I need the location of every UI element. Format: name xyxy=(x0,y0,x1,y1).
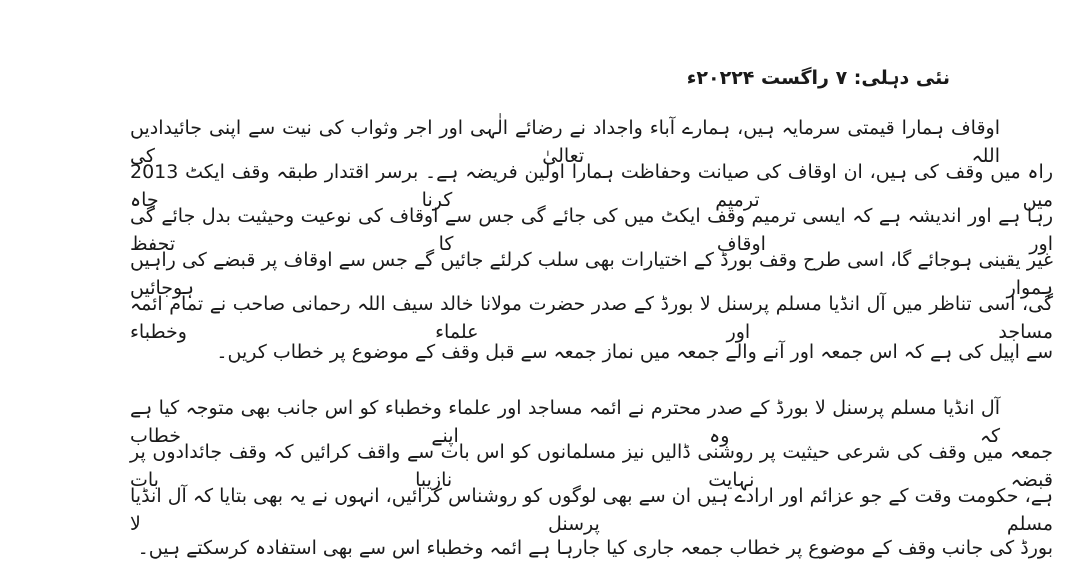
paragraph-line: بورڈ کی جانب وقف کے موضوع پر خطاب جمعہ جاری کیا جارہا ہے ائمہ وخطباء اس سے بھی استفادہ کرسکتے ہیں۔ xyxy=(137,537,1053,559)
paragraph-line: غیر یقینی ہوجائے گا، اسی طرح وقف بورڈ کے اختیارات بھی سلب کرلئے جائیں گے جس سے اوقاف پر قبضے کی راہیں ہموار ہوجائیں xyxy=(130,249,1053,299)
paragraph-line: جمعہ میں وقف کی شرعی حیثیت پر روشنی ڈالیں نیز مسلمانوں کو اس بات سے واقف کرائیں کہ وقف جائدادوں پر قبضہ نہایت نازیبا بات xyxy=(130,441,1053,491)
paragraph-line: ہے، حکومت وقت کے جو عزائم اور ارادے ہیں ان سے بھی لوگوں کو روشناس کرائیں، انہوں نے یہ بھی بتایا کہ آل انڈیا مسلم پرسنل لا xyxy=(130,485,1053,535)
paragraph-line: راہ میں وقف کی ہیں، ان اوقاف کی صیانت وحفاظت ہمارا اولین فریضہ ہے۔ برسر اقتدار طبقہ وقف ایکٹ 2013 میں ترمیم کرنا چاہ xyxy=(130,161,1053,211)
paragraph-line: گی، اسی تناظر میں آل انڈیا مسلم پرسنل لا بورڈ کے صدر حضرت مولانا خالد سیف اللہ رحمانی صاحب نے تمام ائمہ مساجد اور علماء وخطباء xyxy=(130,293,1053,343)
paragraph-line: آل انڈیا مسلم پرسنل لا بورڈ کے صدر محترم نے ائمہ مساجد اور علماء وخطباء کو اس جانب بھی متوجہ کیا ہے کہ وہ اپنے خطاب xyxy=(130,397,1000,447)
paragraph-line: رہا ہے اور اندیشہ ہے کہ ایسی ترمیم وقف ایکٹ میں کی جائے گی جس سے اوقاف کی نوعیت وحیثیت بدل جائے گی اور اوقاف کا تحفظ xyxy=(130,205,1053,255)
dateline: نئی دہلی: ۷ راگست ۲۰۲۲۴ء xyxy=(686,67,950,89)
paragraph-line: سے اپیل کی ہے کہ اس جمعہ اور آنے والے جمعہ میں نماز جمعہ سے قبل وقف کے موضوع پر خطاب کریں۔ xyxy=(216,341,1053,363)
paragraph-line: اوقاف ہمارا قیمتی سرمایہ ہیں، ہمارے آباء واجداد نے رضائے الٰہی اور اجر وثواب کی نیت سے اپنی جائیدادیں اللہ تعالیٰ کی xyxy=(130,117,1000,167)
